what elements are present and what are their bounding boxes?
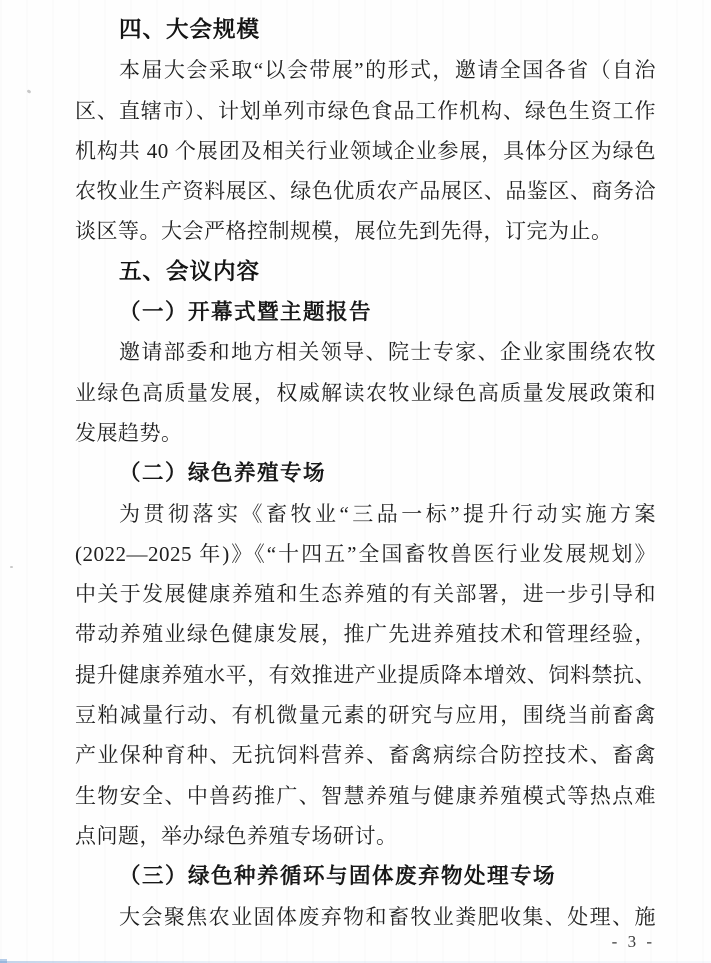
paragraph-line: 带动养殖业绿色健康发展，推广先进养殖技术和管理经验， xyxy=(75,622,656,647)
paragraph-line: 产业保种育种、无抗饲料营养、畜禽病综合防控技术、畜禽 xyxy=(75,743,656,768)
paragraph-line: 生物安全、中兽药推广、智慧养殖与健康养殖模式等热点难 xyxy=(75,783,656,808)
paragraph-line: 点问题，举办绿色养殖专场研讨。 xyxy=(75,823,398,848)
document-body xyxy=(75,10,656,937)
paragraph-line: 谈区等。大会严格控制规模，展位先到先得，订完为止。 xyxy=(75,219,613,244)
paragraph-line: 本届大会采取“以会带展”的形式，邀请全国各省（自治 xyxy=(119,58,656,83)
paragraph-line: 中关于发展健康养殖和生态养殖的有关部署，进一步引导和 xyxy=(75,582,656,607)
paragraph-line: 机构共 40 个展团及相关行业领域企业参展，具体分区为绿色 xyxy=(75,138,656,163)
paragraph-line: 大会聚焦农业固体废弃物和畜牧业粪肥收集、处理、施 xyxy=(119,904,656,929)
subsection-heading-3: （三）绿色种养循环与固体废弃物处理专场 xyxy=(119,864,557,889)
paragraph-line: 农牧业生产资料展区、绿色优质农产品展区、品鉴区、商务洽 xyxy=(75,179,656,204)
scan-noise-speck xyxy=(10,566,13,568)
paragraph-line: 提升健康养殖水平，有效推进产业提质降本增效、饲料禁抗、 xyxy=(75,662,656,687)
scan-noise-speck xyxy=(27,89,32,94)
paragraph-line: 豆粕减量行动、有机微量元素的研究与应用，围绕当前畜禽 xyxy=(75,703,656,728)
paragraph-line: 邀请部委和地方相关领导、院士专家、企业家围绕农牧 xyxy=(119,340,656,365)
page-number: - 3 - xyxy=(611,932,655,951)
paragraph-line: 业绿色高质量发展，权威解读农牧业绿色高质量发展政策和 xyxy=(75,380,656,405)
paragraph-line: (2022—2025 年)》《“十四五”全国畜牧兽医行业发展规划》 xyxy=(75,541,656,566)
paragraph-line: 为贯彻落实《畜牧业“三品一标”提升行动实施方案 xyxy=(119,501,656,526)
paragraph-line: 发展趋势。 xyxy=(75,420,183,445)
scan-corner-artifact xyxy=(0,959,7,963)
section-heading-5: 五、会议内容 xyxy=(119,258,261,284)
paragraph-line: 区、直辖市）、计划单列市绿色食品工作机构、绿色生资工作 xyxy=(75,98,656,123)
subsection-heading-1: （一）开幕式暨主题报告 xyxy=(119,300,373,325)
section-heading-4: 四、大会规模 xyxy=(119,17,261,42)
subsection-heading-2: （二）绿色养殖专场 xyxy=(119,461,327,486)
